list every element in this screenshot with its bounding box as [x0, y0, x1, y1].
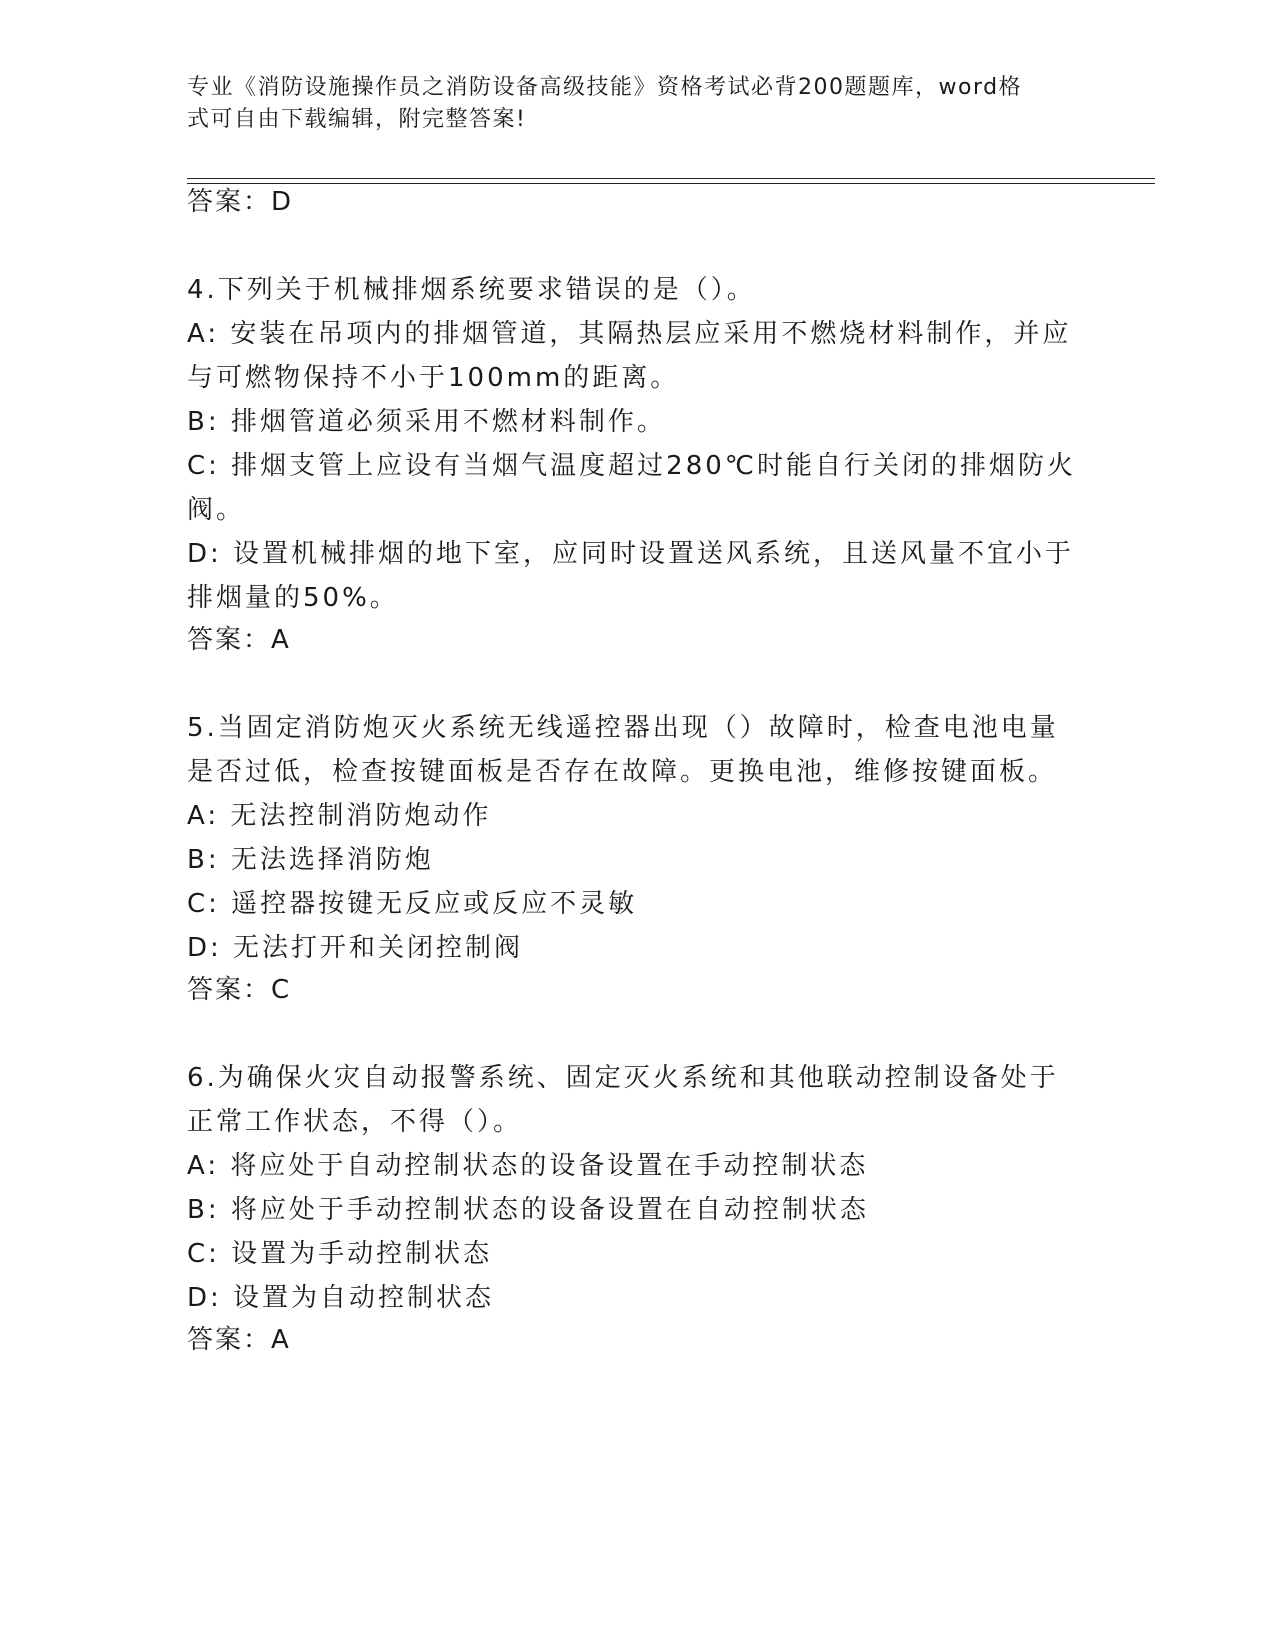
question-5-stem: 5.当固定消防炮灭火系统无线遥控器出现（）故障时，检查电池电量	[187, 713, 1059, 743]
question-5-option-b: B: 无法选择消防炮	[187, 845, 434, 875]
question-4-option-d: D: 设置机械排烟的地下室，应同时设置送风系统，且送风量不宜小于	[187, 539, 1075, 569]
question-6-option-a: A: 将应处于自动控制状态的设备设置在手动控制状态	[187, 1151, 869, 1181]
question-4-option-a-cont: 与可燃物保持不小于100mm的距离。	[187, 363, 680, 393]
prev-answer: 答案：D	[187, 187, 294, 217]
header-line-1: 专业《消防设施操作员之消防设备高级技能》资格考试必背200题题库，word格	[187, 75, 1023, 100]
header-divider-top	[187, 178, 1155, 179]
question-4-option-c-cont: 阀。	[187, 495, 246, 525]
question-6-option-b: B: 将应处于手动控制状态的设备设置在自动控制状态	[187, 1195, 869, 1225]
question-5-option-c: C: 遥控器按键无反应或反应不灵敏	[187, 889, 638, 919]
header-divider-bottom	[187, 183, 1155, 184]
question-5-option-a: A: 无法控制消防炮动作	[187, 801, 492, 831]
question-6-answer: 答案：A	[187, 1325, 291, 1355]
question-4-option-c: C: 排烟支管上应设有当烟气温度超过280℃时能自行关闭的排烟防火	[187, 451, 1077, 481]
question-6-option-d: D: 设置为自动控制状态	[187, 1283, 495, 1313]
question-5-stem-cont: 是否过低，检查按键面板是否存在故障。更换电池，维修按键面板。	[187, 757, 1058, 787]
question-6-stem: 6.为确保火灾自动报警系统、固定灭火系统和其他联动控制设备处于	[187, 1063, 1059, 1093]
question-4-answer: 答案：A	[187, 625, 291, 655]
question-5-answer: 答案：C	[187, 975, 292, 1005]
header-line-2: 式可自由下载编辑，附完整答案!	[187, 107, 527, 132]
question-5-option-d: D: 无法打开和关闭控制阀	[187, 933, 524, 963]
question-6-option-c: C: 设置为手动控制状态	[187, 1239, 493, 1269]
question-4-option-a: A: 安装在吊项内的排烟管道，其隔热层应采用不燃烧材料制作，并应	[187, 319, 1072, 349]
question-4-option-b: B: 排烟管道必须采用不燃材料制作。	[187, 407, 666, 437]
question-6-stem-cont: 正常工作状态，不得（）。	[187, 1107, 523, 1137]
document-header	[187, 72, 1067, 136]
question-4-option-d-cont: 排烟量的50%。	[187, 583, 399, 613]
question-4-stem: 4.下列关于机械排烟系统要求错误的是（）。	[187, 275, 756, 305]
